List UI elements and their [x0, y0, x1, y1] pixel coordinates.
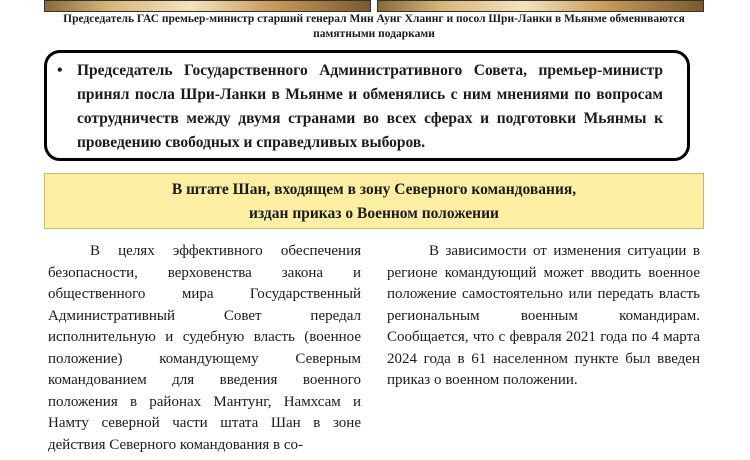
- meeting-photo-right: [377, 0, 704, 12]
- article-column-right: [387, 241, 700, 392]
- article-column-left: [48, 241, 361, 456]
- photo-caption: Председатель ГАС премьер-министр старший генерал Мин Аунг Хлаинг и посол Шри-Ланки в Мьянме обмениваются памятными подарками: [63, 13, 685, 40]
- article-paragraph-right: В зависимости от изменения ситуации в регионе командующий может вводить военное положение самостоятельно или передать власть региональным военным командирам. Сообщается, что с февраля 2021 года по 4 марта 2024 года в 61 населенном пункте был введен приказ о военном положении.: [387, 243, 700, 388]
- summary-text: Председатель Государственного Административного Совета, премьер-министр принял посла Шри-Ланки в Мьянме и обменялись с ним мнениями по вопросам сотрудничеств между двумя странами во всех сферах и подготовки Мьянмы к проведению свободных и справедливых выборов.: [77, 62, 663, 151]
- photo-strip: [44, 0, 704, 10]
- headline-line-2: издан приказ о Военном положении: [249, 205, 499, 222]
- summary-box: [44, 50, 690, 161]
- article-headline: [44, 173, 704, 229]
- headline-line-1: В штате Шан, входящем в зону Северного командования,: [171, 181, 577, 198]
- bullet-marker: •: [57, 62, 63, 79]
- meeting-photo-left: [44, 0, 371, 12]
- article-paragraph-left: В целях эффективного обеспечения безопасности, верховенства закона и общественного мира Государственный Административный Совет передал исполнительную и судебную власть (военное положение) командующему Северным командованием для введения военного положения в районах Мантунг, Намхсам и Намту северной части штата Шан в зоне действия Северного командования в со-: [48, 243, 361, 453]
